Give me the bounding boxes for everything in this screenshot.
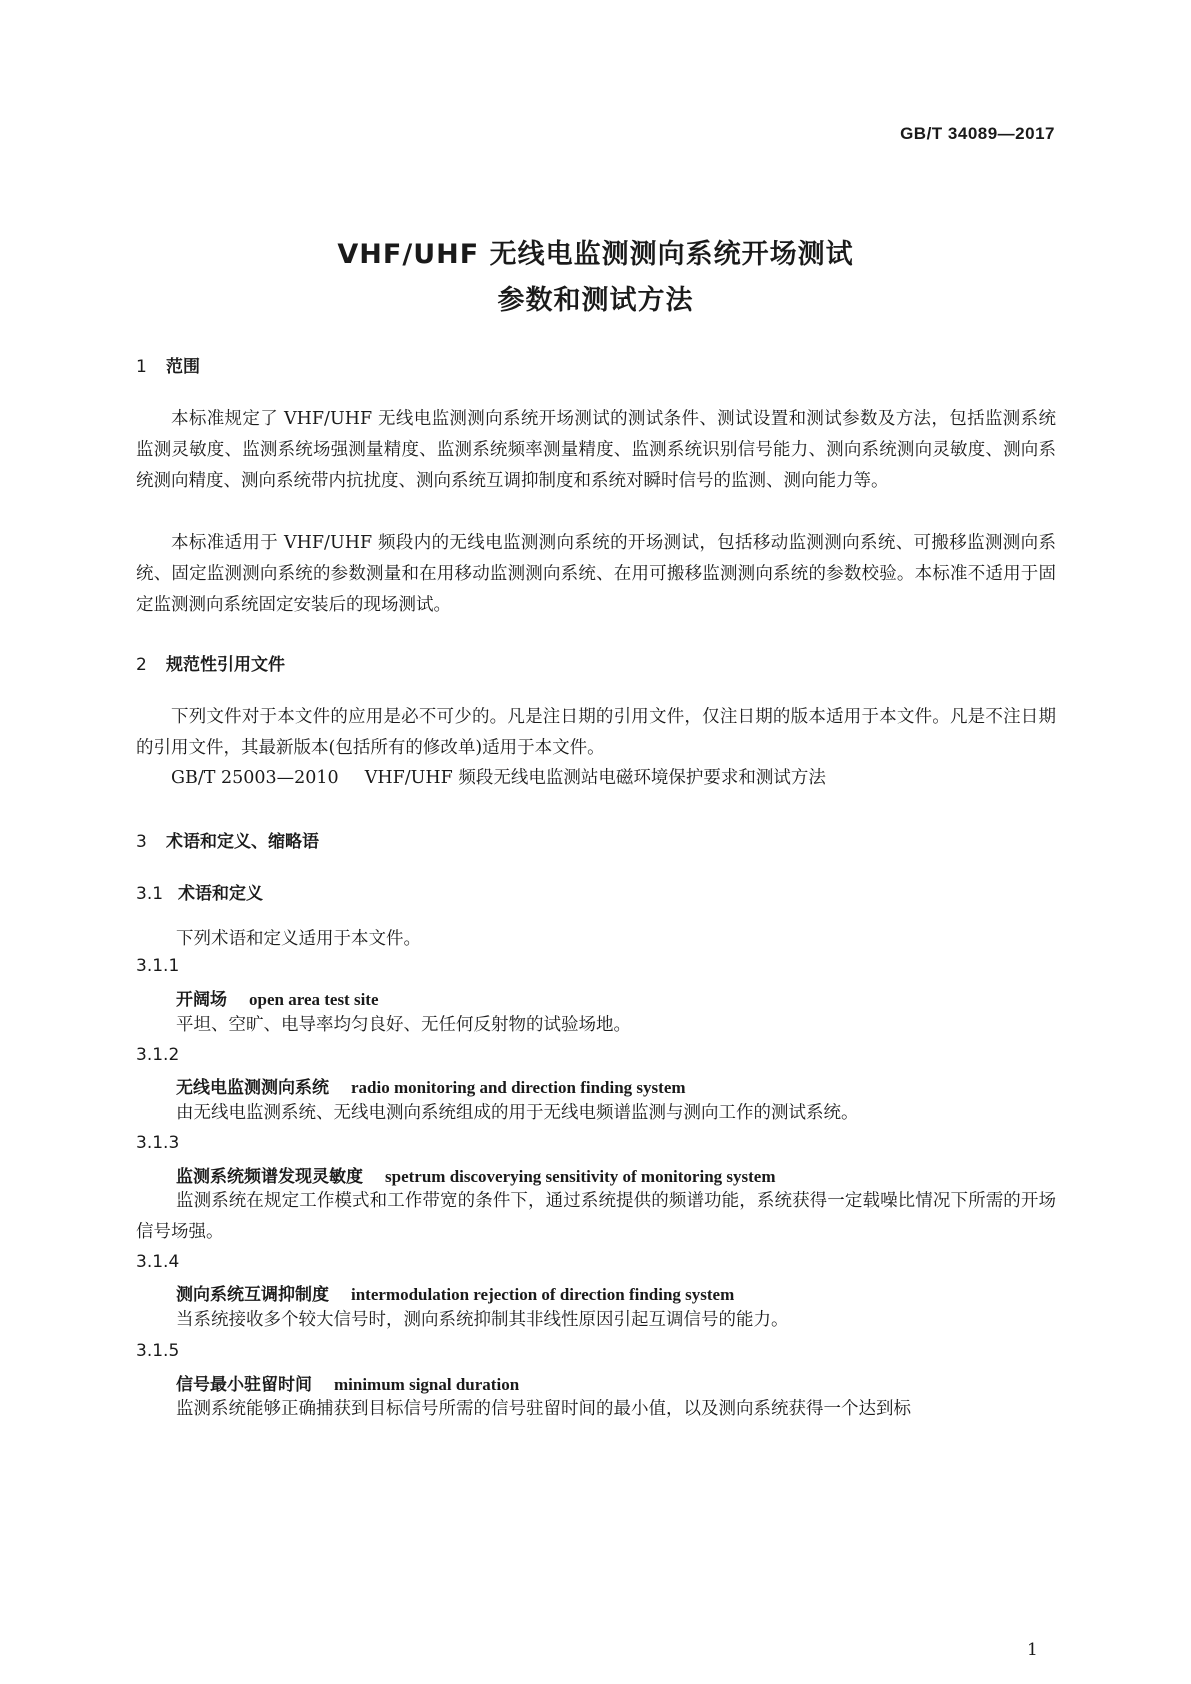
normative-reference-entry [171, 764, 826, 789]
reference-code: GB/T 25003—2010 [171, 768, 339, 788]
scope-paragraph-2: 本标准适用于 VHF/UHF 频段内的无线电监测测向系统的开场测试，包括移动监测测向系统、可搬移监测测向系统、固定监测测向系统的参数测量和在用移动监测测向系统、在用可搬移监测测向系统的参数校验。本标准不适用于固定监测测向系统固定安装后的现场测试。 [136, 533, 1056, 615]
section-3-heading [136, 827, 319, 852]
term-heading [176, 985, 379, 1010]
term-chinese: 信号最小驻留时间 [176, 1375, 312, 1395]
terms-intro: 下列术语和定义适用于本文件。 [176, 929, 421, 949]
section-number: 3 [136, 832, 147, 852]
section-title: 规范性引用文件 [166, 655, 285, 675]
term-definition: 平坦、空旷、电导率均匀良好、无任何反射物的试验场地。 [176, 1015, 631, 1035]
term-chinese: 无线电监测测向系统 [176, 1078, 329, 1098]
normative-references-paragraph: 下列文件对于本文件的应用是必不可少的。凡是注日期的引用文件，仅注日期的版本适用于本文件。凡是不注日期的引用文件，其最新版本(包括所有的修改单)适用于本文件。 [136, 707, 1056, 758]
section-title: 范围 [166, 357, 200, 377]
section-title: 术语和定义、缩略语 [166, 832, 319, 852]
standard-number: GB/T 34089—2017 [900, 124, 1055, 143]
term-heading [176, 1162, 776, 1187]
document-title-line-2: 参数和测试方法 [497, 285, 694, 316]
term-definition: 当系统接收多个较大信号时，测向系统抑制其非线性原因引起互调信号的能力。 [176, 1310, 789, 1330]
term-number: 3.1.4 [136, 1252, 180, 1272]
section-3-1-heading [136, 879, 263, 904]
section-1-heading [136, 352, 200, 377]
scope-paragraph-1: 本标准规定了 VHF/UHF 无线电监测测向系统开场测试的测试条件、测试设置和测试参数及方法，包括监测系统监测灵敏度、监测系统场强测量精度、监测系统频率测量精度、监测系统识别信号能力、测向系统测向灵敏度、测向系统测向精度、测向系统带内抗扰度、测向系统互调抑制度和系统对瞬时信号的监测、测向能力等。 [136, 409, 1056, 491]
term-definition: 由无线电监测系统、无线电测向系统组成的用于无线电频谱监测与测向工作的测试系统。 [176, 1103, 859, 1123]
page-number: 1 [1027, 1640, 1038, 1660]
term-number: 3.1.3 [136, 1133, 180, 1153]
term-number: 3.1.2 [136, 1045, 180, 1065]
term-definition: 监测系统能够正确捕获到目标信号所需的信号驻留时间的最小值，以及测向系统获得一个达到标 [176, 1399, 911, 1419]
section-number: 3.1 [136, 884, 164, 904]
term-heading [176, 1073, 686, 1098]
term-english: open area test site [249, 990, 379, 1009]
term-chinese: 测向系统互调抑制度 [176, 1285, 329, 1305]
term-english: intermodulation rejection of direction finding system [351, 1285, 735, 1304]
term-heading [176, 1280, 734, 1305]
term-chinese: 开阔场 [176, 990, 227, 1010]
document-title-line-1: VHF/UHF 无线电监测测向系统开场测试 [337, 239, 854, 270]
term-english: minimum signal duration [334, 1375, 520, 1394]
section-2-heading [136, 650, 285, 675]
term-english: spetrum discoverying sensitivity of monitoring system [385, 1167, 776, 1186]
term-definition: 监测系统在规定工作模式和工作带宽的条件下，通过系统提供的频谱功能，系统获得一定载噪比情况下所需的开场信号场强。 [136, 1191, 1056, 1242]
reference-title: VHF/UHF 频段无线电监测站电磁环境保护要求和测试方法 [364, 768, 826, 788]
section-title: 术语和定义 [178, 884, 263, 904]
section-number: 1 [136, 357, 147, 377]
term-number: 3.1.1 [136, 956, 180, 976]
term-english: radio monitoring and direction finding system [351, 1078, 686, 1097]
term-heading [176, 1370, 519, 1395]
term-chinese: 监测系统频谱发现灵敏度 [176, 1167, 363, 1187]
section-number: 2 [136, 655, 147, 675]
term-number: 3.1.5 [136, 1341, 180, 1361]
